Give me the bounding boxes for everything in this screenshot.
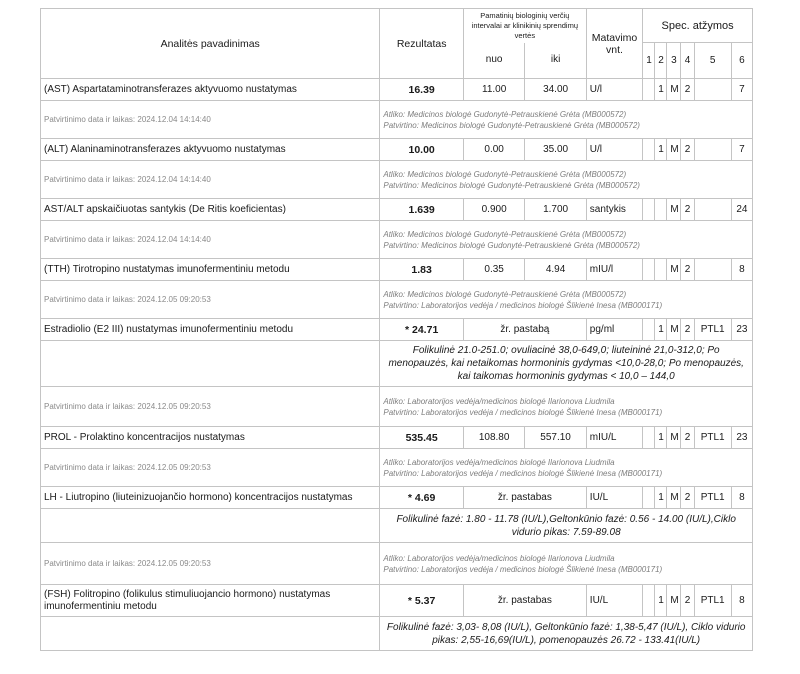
header-to: iki [525, 43, 586, 79]
test-unit: mIU/L [586, 427, 642, 449]
spec-1 [643, 487, 655, 509]
spec-1 [643, 199, 655, 221]
spec-3: M [667, 585, 681, 617]
table-row [41, 259, 753, 281]
spec-2: 1 [655, 487, 667, 509]
spec-3: M [667, 487, 681, 509]
spec-4: 2 [681, 139, 694, 161]
spec-6: 23 [731, 319, 752, 341]
spec-2 [655, 259, 667, 281]
table-row [41, 79, 753, 101]
spec-3: M [667, 427, 681, 449]
test-result: 1.83 [380, 259, 464, 281]
reference-note: Folikulinė fazė: 1.80 - 11.78 (IU/L),Geltonkūnio fazė: 0.56 - 14.00 (IU/L),Ciklo vidurio pikas: 7.59-89.08 [380, 509, 753, 543]
spec-2: 1 [655, 319, 667, 341]
test-unit: IU/L [586, 487, 642, 509]
test-name: (AST) Aspartataminotransferazes aktyvuomo nustatymas [41, 79, 380, 101]
spec-5 [694, 79, 731, 101]
range-to: 1.700 [525, 199, 586, 221]
test-unit: mIU/l [586, 259, 642, 281]
test-unit: santykis [586, 199, 642, 221]
test-name: (FSH) Folitropino (folikulus stimuliuojancio hormono) nustatymas imunofermentiniu metodu [41, 585, 380, 617]
test-name: PROL - Prolaktino koncentracijos nustatymas [41, 427, 380, 449]
spec-2: 1 [655, 139, 667, 161]
spec-2: 1 [655, 79, 667, 101]
spec-5: PTL1 [694, 585, 731, 617]
table-row [41, 427, 753, 449]
spec-4: 2 [681, 487, 694, 509]
test-unit: U/l [586, 79, 642, 101]
spec-2: 1 [655, 427, 667, 449]
spec-5 [694, 259, 731, 281]
spec-col-2: 2 [655, 43, 667, 79]
done-by: Atliko: Medicinos biologė Gudonytė-Petrauskienė Grėta (MB000572) [383, 109, 627, 119]
spec-6: 8 [731, 585, 752, 617]
confirmation-row [41, 387, 753, 427]
header-spec: Spec. atžymos [643, 9, 753, 43]
approved-by: Patvirtino: Medicinos biologė Gudonytė-Petrauskienė Grėta (MB000572) [383, 180, 640, 190]
spec-4: 2 [681, 427, 694, 449]
range-to: 34.00 [525, 79, 586, 101]
confirmed-datetime: Patvirtinimo data ir laikas: 2024.12.04 14:14:40 [41, 101, 380, 139]
spec-col-1: 1 [643, 43, 655, 79]
spec-5: PTL1 [694, 427, 731, 449]
spec-4: 2 [681, 585, 694, 617]
done-by: Atliko: Medicinos biologė Gudonytė-Petrauskienė Grėta (MB000572) [383, 229, 627, 239]
spec-1 [643, 585, 655, 617]
note-row [41, 617, 753, 651]
spec-6: 8 [731, 259, 752, 281]
spec-3: M [667, 199, 681, 221]
test-result: * 24.71 [380, 319, 464, 341]
range-note: žr. pastabas [463, 585, 586, 617]
header-from: nuo [463, 43, 524, 79]
test-name: Estradiolio (E2 III) nustatymas imunofermentiniu metodu [41, 319, 380, 341]
test-unit: pg/ml [586, 319, 642, 341]
test-result: 16.39 [380, 79, 464, 101]
spec-6: 23 [731, 427, 752, 449]
spec-6: 7 [731, 79, 752, 101]
spec-4: 2 [681, 199, 694, 221]
spec-5: PTL1 [694, 487, 731, 509]
header-result: Rezultatas [380, 9, 464, 79]
approved-by: Patvirtino: Medicinos biologė Gudonytė-Petrauskienė Grėta (MB000572) [383, 120, 640, 130]
spec-1 [643, 259, 655, 281]
confirmation-row [41, 221, 753, 259]
confirmed-datetime: Patvirtinimo data ir laikas: 2024.12.04 14:14:40 [41, 161, 380, 199]
confirmation-row [41, 543, 753, 585]
confirmed-datetime: Patvirtinimo data ir laikas: 2024.12.04 14:14:40 [41, 221, 380, 259]
spec-6: 7 [731, 139, 752, 161]
done-by: Atliko: Laboratorijos vedėja/medicinos biologė Ilarionova Liudmila [383, 457, 615, 467]
confirmed-datetime: Patvirtinimo data ir laikas: 2024.12.05 09:20:53 [41, 543, 380, 585]
confirmation-row [41, 101, 753, 139]
spec-1 [643, 79, 655, 101]
range-from: 108.80 [463, 427, 524, 449]
approved-by: Patvirtino: Laboratorijos vedėja / medicinos biologė Šlikienė Inesa (MB000171) [383, 564, 663, 574]
range-to: 557.10 [525, 427, 586, 449]
approved-by: Patvirtino: Laboratorijos vedėja / medicinos biologė Šlikienė Inesa (MB000171) [383, 407, 663, 417]
done-by: Atliko: Medicinos biologė Gudonytė-Petrauskienė Grėta (MB000572) [383, 169, 627, 179]
test-result: * 5.37 [380, 585, 464, 617]
reference-note: Folikulinė 21.0-251.0; ovuliacinė 38,0-649,0; liuteininė 21,0-312,0; Po menopauzės, kai netaikomas hormoninis gydymas <10,0-28,0; Po menopauzės, kai taikomas hormoninis gydymas < 10,0 – 144,0 [380, 341, 753, 387]
spec-3: M [667, 319, 681, 341]
confirmation-row [41, 281, 753, 319]
header-unit: Matavimo vnt. [586, 9, 642, 79]
range-from: 11.00 [463, 79, 524, 101]
note-row [41, 341, 753, 387]
spec-3: M [667, 139, 681, 161]
spec-4: 2 [681, 319, 694, 341]
range-from: 0.35 [463, 259, 524, 281]
spec-6: 24 [731, 199, 752, 221]
range-to: 35.00 [525, 139, 586, 161]
test-name: LH - Liutropino (liuteinizuojančio hormono) koncentracijos nustatymas [41, 487, 380, 509]
table-row [41, 319, 753, 341]
test-result: 1.639 [380, 199, 464, 221]
table-row [41, 139, 753, 161]
lab-results-table [40, 8, 753, 651]
header-range-title: Pamatinių biologinių verčių intervalai ar klinikinių sprendimų vertės [463, 9, 586, 43]
done-by: Atliko: Medicinos biologė Gudonytė-Petrauskienė Grėta (MB000572) [383, 289, 627, 299]
spec-4: 2 [681, 259, 694, 281]
approved-by: Patvirtino: Medicinos biologė Gudonytė-Petrauskienė Grėta (MB000572) [383, 240, 640, 250]
test-result: 535.45 [380, 427, 464, 449]
confirmed-datetime: Patvirtinimo data ir laikas: 2024.12.05 09:20:53 [41, 449, 380, 487]
spec-col-3: 3 [667, 43, 681, 79]
test-result: 10.00 [380, 139, 464, 161]
table-row [41, 199, 753, 221]
range-note: žr. pastabą [463, 319, 586, 341]
spec-2 [655, 199, 667, 221]
spec-1 [643, 319, 655, 341]
spec-3: M [667, 259, 681, 281]
spec-6: 8 [731, 487, 752, 509]
range-from: 0.00 [463, 139, 524, 161]
spec-5 [694, 199, 731, 221]
spec-2: 1 [655, 585, 667, 617]
test-name: (TTH) Tirotropino nustatymas imunofermentiniu metodu [41, 259, 380, 281]
test-result: * 4.69 [380, 487, 464, 509]
spec-col-5: 5 [694, 43, 731, 79]
header-analyte: Analitės pavadinimas [41, 9, 380, 79]
spec-5 [694, 139, 731, 161]
test-name: AST/ALT apskaičiuotas santykis (De Ritis koeficientas) [41, 199, 380, 221]
table-row [41, 585, 753, 617]
spec-1 [643, 427, 655, 449]
test-unit: IU/L [586, 585, 642, 617]
spec-1 [643, 139, 655, 161]
confirmed-datetime: Patvirtinimo data ir laikas: 2024.12.05 09:20:53 [41, 387, 380, 427]
spec-col-6: 6 [731, 43, 752, 79]
note-row [41, 509, 753, 543]
approved-by: Patvirtino: Laboratorijos vedėja / medicinos biologė Šlikienė Inesa (MB000171) [383, 468, 663, 478]
range-to: 4.94 [525, 259, 586, 281]
table-row [41, 487, 753, 509]
spec-col-4: 4 [681, 43, 694, 79]
test-name: (ALT) Alaninaminotransferazes aktyvuomo nustatymas [41, 139, 380, 161]
done-by: Atliko: Laboratorijos vedėja/medicinos biologė Ilarionova Liudmila [383, 553, 615, 563]
approved-by: Patvirtino: Laboratorijos vedėja / medicinos biologė Šlikienė Inesa (MB000171) [383, 300, 663, 310]
confirmation-row [41, 449, 753, 487]
confirmed-datetime: Patvirtinimo data ir laikas: 2024.12.05 09:20:53 [41, 281, 380, 319]
test-unit: U/l [586, 139, 642, 161]
range-note: žr. pastabas [463, 487, 586, 509]
done-by: Atliko: Laboratorijos vedėja/medicinos biologė Ilarionova Liudmila [383, 396, 615, 406]
spec-4: 2 [681, 79, 694, 101]
confirmation-row [41, 161, 753, 199]
reference-note: Folikulinė fazė: 3,03- 8,08 (IU/L), Geltonkūnio fazė: 1,38-5,47 (IU/L), Ciklo vidurio pikas: 2,55-16,69(IU/L), pomenopauzės 26.72 - 133.41(IU/L) [380, 617, 753, 651]
range-from: 0.900 [463, 199, 524, 221]
spec-3: M [667, 79, 681, 101]
spec-5: PTL1 [694, 319, 731, 341]
